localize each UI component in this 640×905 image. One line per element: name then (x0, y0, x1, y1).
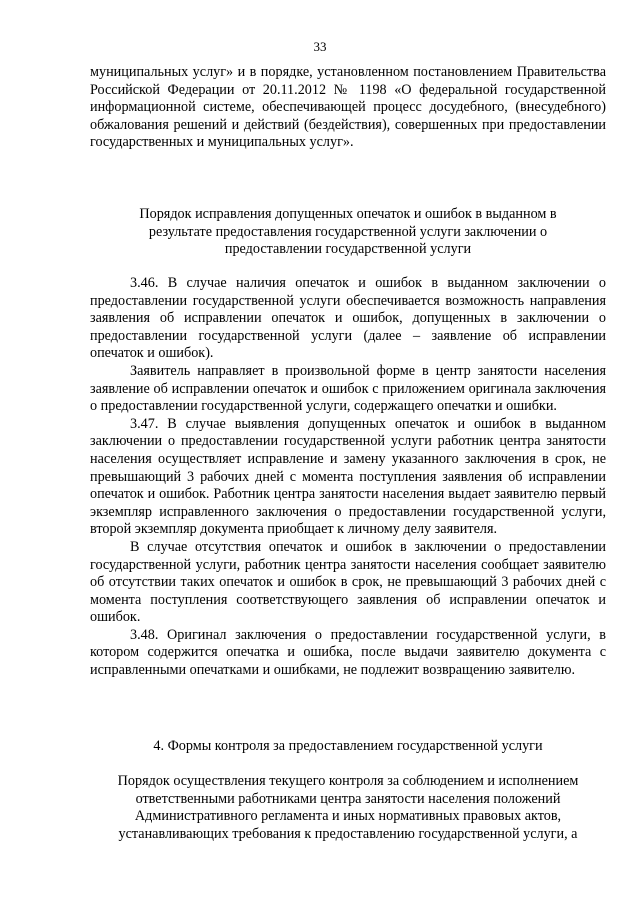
intro-paragraph: муниципальных услуг» и в порядке, установленном постановлением Правительства Российской Федерации от 20.11.2012 № 1198 «О федеральной государственной информационной системе, обеспечивающей процесс досудебного, (внесудебного) обжалования решений и действий (бездействия), совершенных при предоставлении государственных и муниципальных услуг». (90, 64, 606, 151)
chapter-heading-line: 4. Формы контроля за предоставлением государственной услуги (153, 738, 543, 754)
section-heading (90, 206, 606, 259)
subheading-line: Административного регламента и иных нормативных правовых актов, (134, 808, 562, 825)
section-heading-line: Порядок исправления допущенных опечаток и ошибок в выданном в (139, 206, 557, 222)
subheading (90, 773, 606, 843)
section-heading-line: предоставлении государственной услуги (224, 241, 472, 258)
paragraph-3-46: 3.46. В случае наличия опечаток и ошибок в выданном заключении о предоставлении государственной услуги обеспечивается возможность направления заявления об исправлении опечаток и ошибок, допущенных в заключении о предоставлении государственной услуги (далее – заявление об исправлении опечаток и ошибок). (90, 275, 606, 362)
body-text (90, 275, 606, 680)
intro-paragraph-block (90, 64, 606, 152)
subheading-line: устанавливающих требования к предоставлению государственной услуги, а (118, 825, 578, 842)
section-heading-line: результате предоставления государственной услуги заключении о (148, 223, 548, 240)
paragraph-applicant-sends: Заявитель направляет в произвольной форме в центр занятости населения заявление об исправлении опечаток и ошибок с приложением оригинала заключения о предоставлении государственной услуги, содержащего опечатки и ошибки. (90, 362, 606, 415)
subheading-line: Порядок осуществления текущего контроля за соблюдением и исполнением (117, 773, 579, 789)
page-number: 33 (313, 39, 327, 54)
paragraph-3-48: 3.48. Оригинал заключения о предоставлении государственной услуги, в котором содержится опечатка и ошибка, после выдачи заявителю документа с исправленными опечатками и ошибками, не подлежит возвращению заявителю. (90, 626, 606, 679)
chapter-heading (90, 738, 606, 756)
paragraph-3-47: 3.47. В случае выявления допущенных опечаток и ошибок в выданном заключении о предоставлении государственной услуги работник центра занятости населения осуществляет исправление и замену указанного заключения в срок, не превышающий 3 рабочих дней с момента поступления заявления об исправлении опечаток и ошибок. Работник центра занятости населения выдает заявителю первый экземпляр исправленного заключения о предоставлении государственной услуги, второй экземпляр документа приобщает к личному делу заявителя. (90, 415, 606, 538)
subheading-line: ответственными работниками центра занятости населения положений (135, 790, 561, 807)
paragraph-no-errors: В случае отсутствия опечаток и ошибок в заключении о предоставлении государственной услуги, работник центра занятости населения сообщает заявителю об отсутствии таких опечаток и ошибок в срок, не превышающий 3 рабочих дней с момента поступления соответствующего заявления об исправлении опечаток и ошибок. (90, 538, 606, 626)
